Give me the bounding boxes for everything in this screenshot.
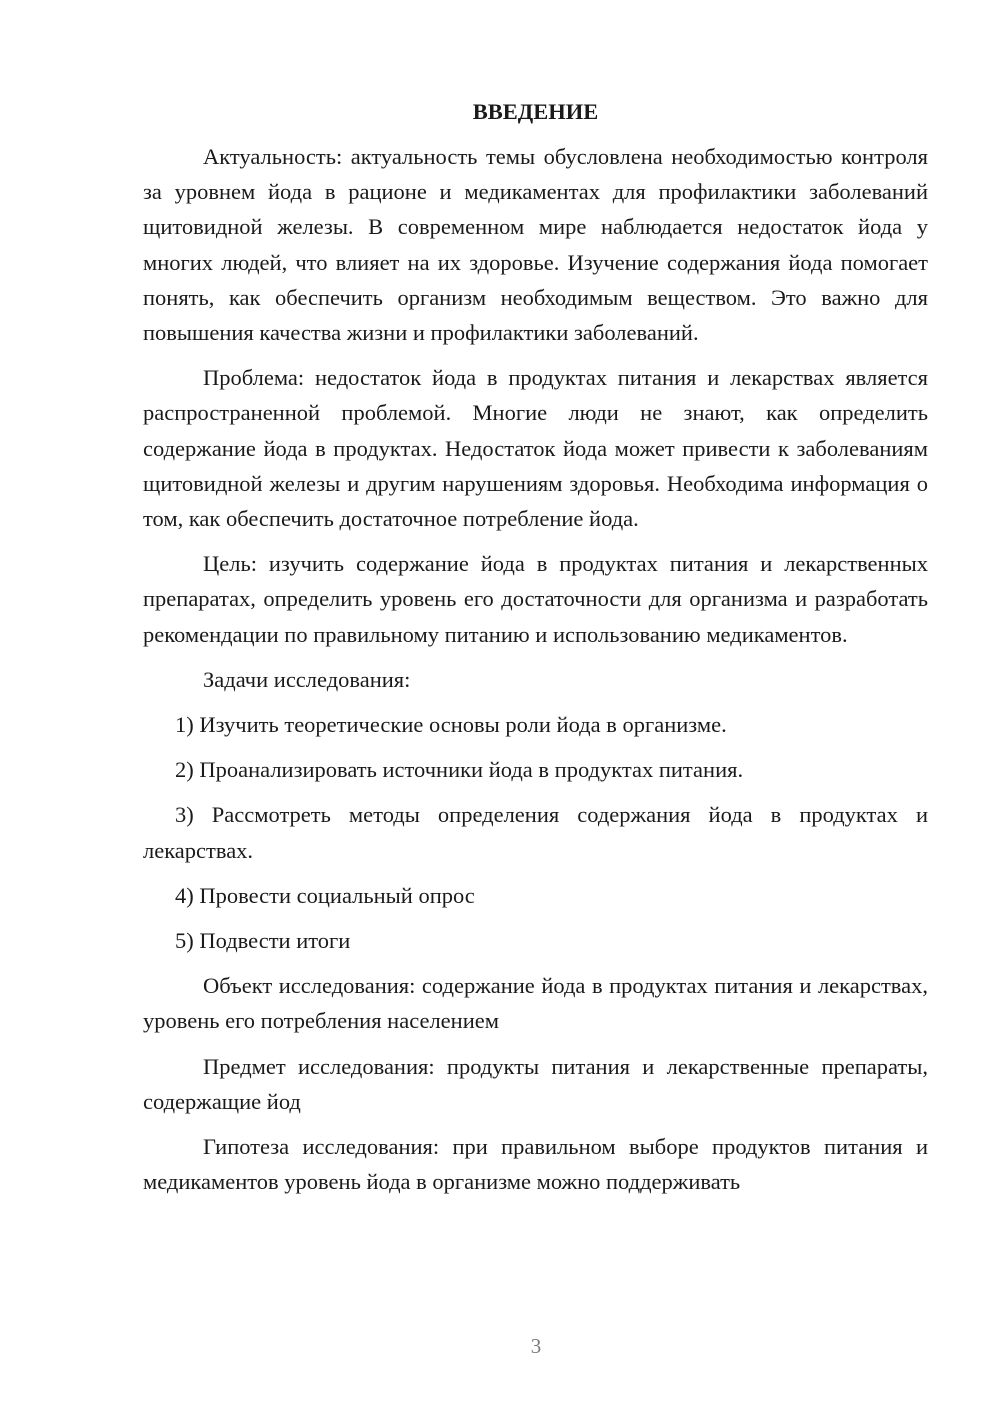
page-number: 3 — [530, 1334, 542, 1358]
hypothesis-paragraph: Гипотеза исследования: при правильном выборе продуктов питания и медикаментов уровень йода в организме можно поддерживать — [143, 1134, 928, 1195]
subject-paragraph: Предмет исследования: продукты питания и лекарственные препараты, содержащие йод — [143, 1053, 928, 1114]
task-item: 2) Проанализировать источники йода в продуктах питания. — [175, 757, 744, 783]
problem-paragraph: Проблема: недостаток йода в продуктах питания и лекарствах является распространенной проблемой. Многие люди не знают, как определить содержание йода в продуктах. Недостаток йода может привести к заболеваниям щитовидной железы и другим нарушениям здоровья. Необходима информация о том, как обеспечить достаточное потребление йода. — [143, 365, 928, 532]
task-item: 4) Провести социальный опрос — [175, 882, 475, 908]
document-body — [143, 94, 928, 1209]
tasks-title: Задачи исследования: — [203, 666, 411, 692]
object-paragraph: Объект исследования: содержание йода в продуктах питания и лекарствах, уровень его потребления населением — [143, 973, 928, 1034]
task-item: 5) Подвести итоги — [175, 928, 351, 954]
section-heading: ВВЕДЕНИЕ — [472, 99, 599, 124]
relevance-paragraph: Актуальность: актуальность темы обусловлена необходимостью контроля за уровнем йода в рационе и медикаментах для профилактики заболеваний щитовидной железы. В современном мире наблюдается недостаток йода у многих людей, что влияет на их здоровье. Изучение содержания йода помогает понять, как обеспечить организм необходимым веществом. Это важно для повышения качества жизни и профилактики заболеваний. — [143, 144, 928, 346]
task-item: 1) Изучить теоретические основы роли йода в организме. — [175, 712, 727, 738]
goal-paragraph: Цель: изучить содержание йода в продуктах питания и лекарственных препаратах, определить уровень его достаточности для организма и разработать рекомендации по правильному питанию и использованию медикаментов. — [143, 551, 928, 647]
task-item: 3) Рассмотреть методы определения содержания йода в продуктах и лекарствах. — [143, 802, 928, 863]
